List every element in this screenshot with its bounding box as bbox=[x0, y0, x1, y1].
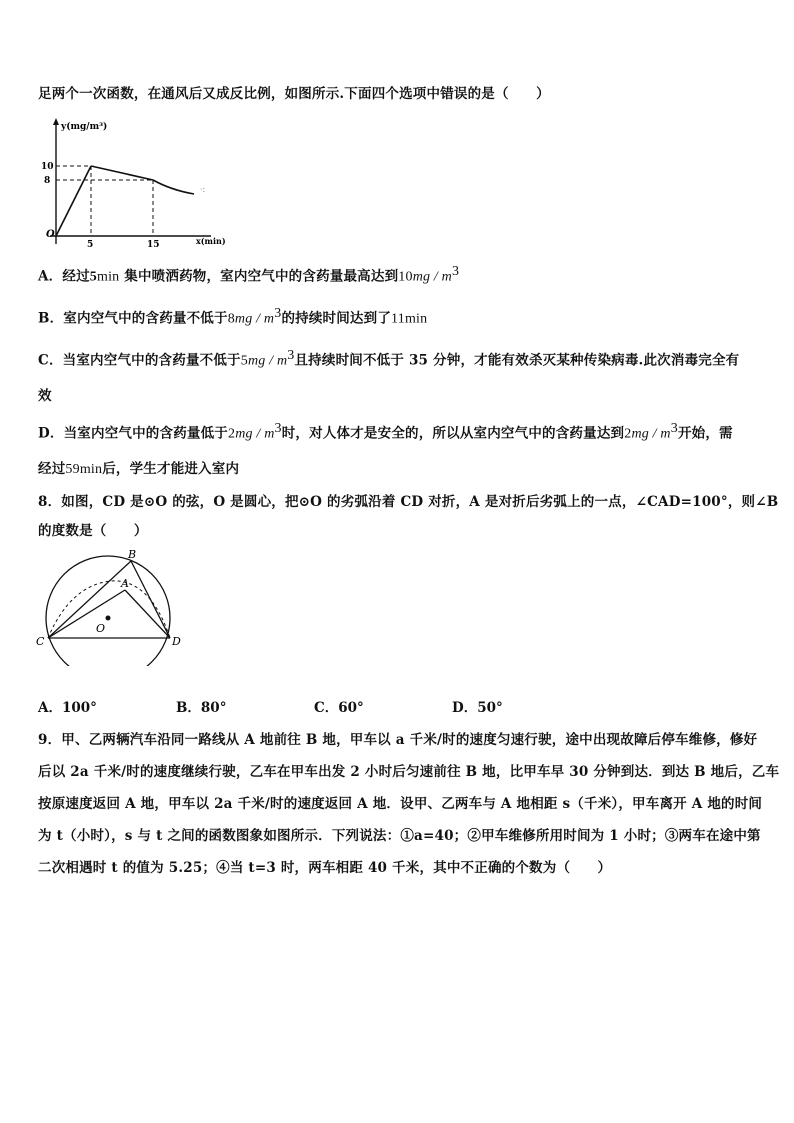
option-a: A．经过5min 集中喷洒药物，室内空气中的含药量最高达到$10mg / m^3$ bbox=[38, 264, 460, 285]
option-b-prefix: B．室内空气中的含药量不低于 bbox=[38, 310, 228, 327]
option-c-continued: 效 bbox=[38, 388, 52, 404]
rising-segment bbox=[56, 166, 91, 236]
option-c-value: 5 bbox=[240, 353, 248, 369]
option-c-prefix: C．当室内空气中的含药量不低于 bbox=[38, 352, 241, 369]
option-b-value: 8 bbox=[227, 311, 235, 327]
option-d-prefix: D．当室内空气中的含药量低于 bbox=[38, 425, 229, 442]
option-d-unit-2: mg / m bbox=[631, 426, 671, 442]
x-axis-label: x(min) bbox=[196, 236, 226, 246]
y-tick-10: 10 bbox=[41, 162, 54, 172]
question-9-line-5: 二次相遇时 t 的值为 5.25；④当 t=3 时，两车相距 40 千米，其中不正确的个数为（ ） bbox=[38, 860, 612, 876]
question-9-line-2: 后以 2a 千米/时的速度继续行驶，乙车在甲车出发 2 小时后匀速前往 B 地，比甲车早 30 分钟到达．到达 B 地后，乙车 bbox=[38, 764, 780, 780]
option-b-value-2: 11 bbox=[391, 311, 405, 327]
option-d-unit: mg / m bbox=[235, 426, 275, 442]
option-b-unit-2: min bbox=[404, 311, 428, 327]
option-a-value: 5 bbox=[89, 269, 97, 285]
y-axis-arrow bbox=[53, 118, 59, 125]
option-d-cont-text: 后，学生才能进入室内 bbox=[102, 461, 240, 477]
question-9-line-1: 9．甲、乙两辆汽车沿同一路线从 A 地前往 B 地，甲车以 a 千米/时的速度匀速行驶，途中出现故障后停车维修，修好 bbox=[38, 732, 758, 748]
y-axis-label: y(mg/m³) bbox=[61, 122, 108, 132]
option-b-unit: mg / m bbox=[234, 311, 275, 327]
origin-label: O bbox=[46, 229, 55, 240]
label-b: B bbox=[128, 548, 137, 561]
option-a-unit: min bbox=[96, 269, 120, 285]
option-d-text: 时，对人体才是安全的，所以从室内空气中的含药量达到 bbox=[281, 425, 625, 442]
option-a-text: 集中喷洒药物，室内空气中的含药量最高达到 bbox=[119, 268, 399, 285]
question-9-line-3: 按原速度返回 A 地，甲车以 2a 千米/时的速度返回 A 地．设甲、乙两车与 A 地相距 s（千米），甲车离开 A 地的时间 bbox=[38, 796, 763, 812]
folded-arc bbox=[48, 581, 170, 638]
center-point bbox=[106, 616, 111, 621]
option-d-value-3: 59 bbox=[65, 462, 80, 477]
label-c: C bbox=[36, 635, 45, 648]
segment-ad bbox=[125, 590, 170, 638]
q8-option-b: B．80° bbox=[176, 700, 227, 716]
question-7-stem: 足两个一次函数，在通风后又成反比例，如图所示.下面四个选项中错误的是（ ） bbox=[38, 86, 550, 102]
option-a-prefix: A．经过 bbox=[38, 268, 90, 285]
segment-cb bbox=[48, 561, 131, 638]
label-a: A bbox=[121, 577, 129, 590]
option-b-text: 的持续时间达到了 bbox=[281, 310, 392, 327]
label-d: D bbox=[172, 635, 181, 648]
x-tick-15: 15 bbox=[147, 240, 160, 250]
y-tick-8: 8 bbox=[44, 176, 51, 186]
option-d-end: 开始，需 bbox=[677, 425, 733, 442]
option-c-text: 且持续时间不低于 35 分钟，才能有效杀灭某种传染病毒.此次消毒完全有 bbox=[294, 352, 740, 369]
question-8-line-2: 的度数是（ ） bbox=[38, 523, 148, 539]
option-b: B．室内空气中的含药量不低于$8mg / m^3$的持续时间达到了11min bbox=[38, 306, 428, 327]
option-c-unit: mg / m bbox=[247, 353, 288, 369]
segment-ca bbox=[48, 590, 125, 638]
option-d: D．当室内空气中的含药量低于$2mg / m^3$时，对人体才是安全的，所以从室内空气中的含药量达到$2mg / m^3$开始，需 bbox=[38, 421, 733, 442]
option-d-unit-3: min bbox=[79, 462, 103, 477]
option-d-cont-prefix: 经过 bbox=[38, 461, 66, 477]
circle-o bbox=[46, 556, 170, 666]
x-tick-5: 5 bbox=[87, 240, 94, 250]
circle-figure bbox=[30, 546, 190, 666]
falling-segment bbox=[91, 166, 153, 180]
question-8-line-1: 8．如图，CD 是⊙O 的弦，O 是圆心，把⊙O 的劣弧沿着 CD 对折，A 是对折后劣弧上的一点，∠CAD=100°，则∠B bbox=[38, 494, 779, 510]
option-d-value-2: 2 bbox=[624, 426, 632, 442]
label-o: O bbox=[96, 622, 106, 635]
faint-mark: ·: bbox=[200, 185, 206, 194]
question-9-line-4: 为 t（小时），s 与 t 之间的函数图象如图所示．下列说法：①a=40；②甲车维修所用时间为 1 小时；③两车在途中第 bbox=[38, 828, 761, 844]
option-a-unit-2: mg / m bbox=[412, 269, 452, 285]
q8-option-c: C．60° bbox=[314, 700, 364, 716]
q8-option-d: D．50° bbox=[452, 700, 503, 716]
option-d-value: 2 bbox=[228, 426, 236, 442]
inverse-curve bbox=[153, 180, 194, 194]
option-d-continued bbox=[38, 457, 239, 478]
q8-option-a: A．100° bbox=[38, 700, 97, 716]
option-a-value-2: 10 bbox=[398, 269, 413, 285]
concentration-graph bbox=[36, 116, 226, 252]
option-c: C．当室内空气中的含药量不低于$5mg / m^3$且持续时间不低于 35 分钟，才能有效杀灭某种传染病毒.此次消毒完全有 bbox=[38, 348, 740, 369]
